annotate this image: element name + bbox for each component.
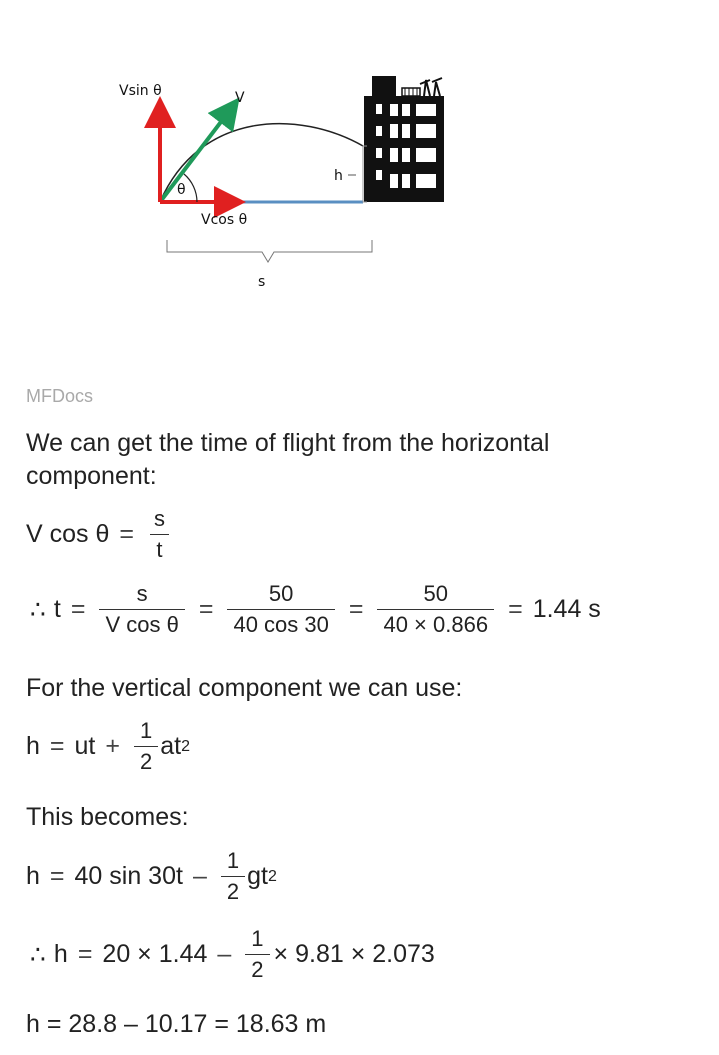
eq4-minus: – <box>192 862 207 890</box>
eq3-den: 2 <box>134 746 158 773</box>
label-h: h <box>334 168 343 184</box>
eq2-f3-num: 50 <box>423 581 449 606</box>
eq2-equals-2: = <box>198 595 214 623</box>
eq4-den: 2 <box>221 876 245 903</box>
eq1-equals: = <box>119 520 134 548</box>
label-vcos: Vcos θ <box>201 212 248 228</box>
equation-3 <box>26 720 190 773</box>
label-v: V <box>235 90 245 106</box>
eq2-fraction-2 <box>227 583 334 636</box>
label-vsin: Vsin θ <box>119 83 162 99</box>
eq5-minus: – <box>217 940 232 968</box>
label-s: s <box>258 274 266 290</box>
eq4-term: 40 sin 30t <box>74 862 183 890</box>
eq5-num: 1 <box>251 926 264 951</box>
projectile-diagram <box>0 0 719 330</box>
eq5-lhs: h <box>53 940 68 968</box>
eq2-f1-num: s <box>136 581 148 606</box>
eq3-ut: ut <box>74 732 96 760</box>
becomes-paragraph: This becomes: <box>26 803 189 831</box>
eq3-equals: = <box>49 732 65 760</box>
eq5-fraction <box>245 928 269 981</box>
eq2-result: 1.44 s <box>532 595 601 623</box>
equation-2 <box>30 583 601 636</box>
eq1-lhs: V cos θ <box>26 520 110 548</box>
eq2-f2-num: 50 <box>268 581 294 606</box>
eq2-f2-den: 40 cos 30 <box>227 609 334 636</box>
angle-arc <box>184 174 197 202</box>
eq2-equals-1: = <box>70 595 86 623</box>
eq2-equals-4: = <box>508 595 523 623</box>
eq3-at: at <box>160 732 182 760</box>
vertical-paragraph: For the vertical component we can use: <box>26 674 463 702</box>
eq2-fraction-1 <box>99 583 184 636</box>
eq3-fraction <box>134 720 158 773</box>
eq4-lhs: h <box>26 862 40 890</box>
eq5-term: 20 × 1.44 <box>102 940 208 968</box>
eq5-den: 2 <box>245 954 269 981</box>
eq5-therefore: ∴ <box>30 940 46 969</box>
eq4-gt: gt <box>247 862 268 890</box>
eq2-therefore: ∴ <box>30 595 46 624</box>
eq4-equals: = <box>49 862 65 890</box>
eq3-num: 1 <box>139 718 153 743</box>
eq3-exp: 2 <box>181 737 190 755</box>
eq1-denominator: t <box>150 534 168 561</box>
eq4-exp: 2 <box>267 867 277 885</box>
eq4-fraction <box>221 850 245 903</box>
eq2-equals-3: = <box>348 595 364 623</box>
label-theta: θ <box>177 182 186 198</box>
eq2-f1-den: V cos θ <box>99 609 184 636</box>
eq3-lhs: h <box>26 732 40 760</box>
eq5-equals: = <box>77 940 93 968</box>
eq2-t: t <box>53 595 61 623</box>
eq1-fraction <box>148 508 171 561</box>
intro-paragraph: We can get the time of flight from the horizontal component: <box>26 429 550 490</box>
eq2-f3-den: 40 × 0.866 <box>377 609 494 636</box>
equation-5 <box>30 928 435 981</box>
equation-4 <box>26 850 277 903</box>
equation-6: h = 28.8 – 10.17 = 18.63 m <box>26 1010 327 1038</box>
building-icon <box>364 76 444 202</box>
equation-1 <box>26 508 175 561</box>
eq2-fraction-3 <box>377 583 494 636</box>
watermark: MFDocs <box>26 386 93 406</box>
eq1-numerator: s <box>153 506 165 531</box>
distance-brace <box>167 240 372 262</box>
eq5-rest: × 9.81 × 2.073 <box>273 940 435 968</box>
eq4-num: 1 <box>226 848 240 873</box>
eq3-plus: + <box>105 732 120 760</box>
